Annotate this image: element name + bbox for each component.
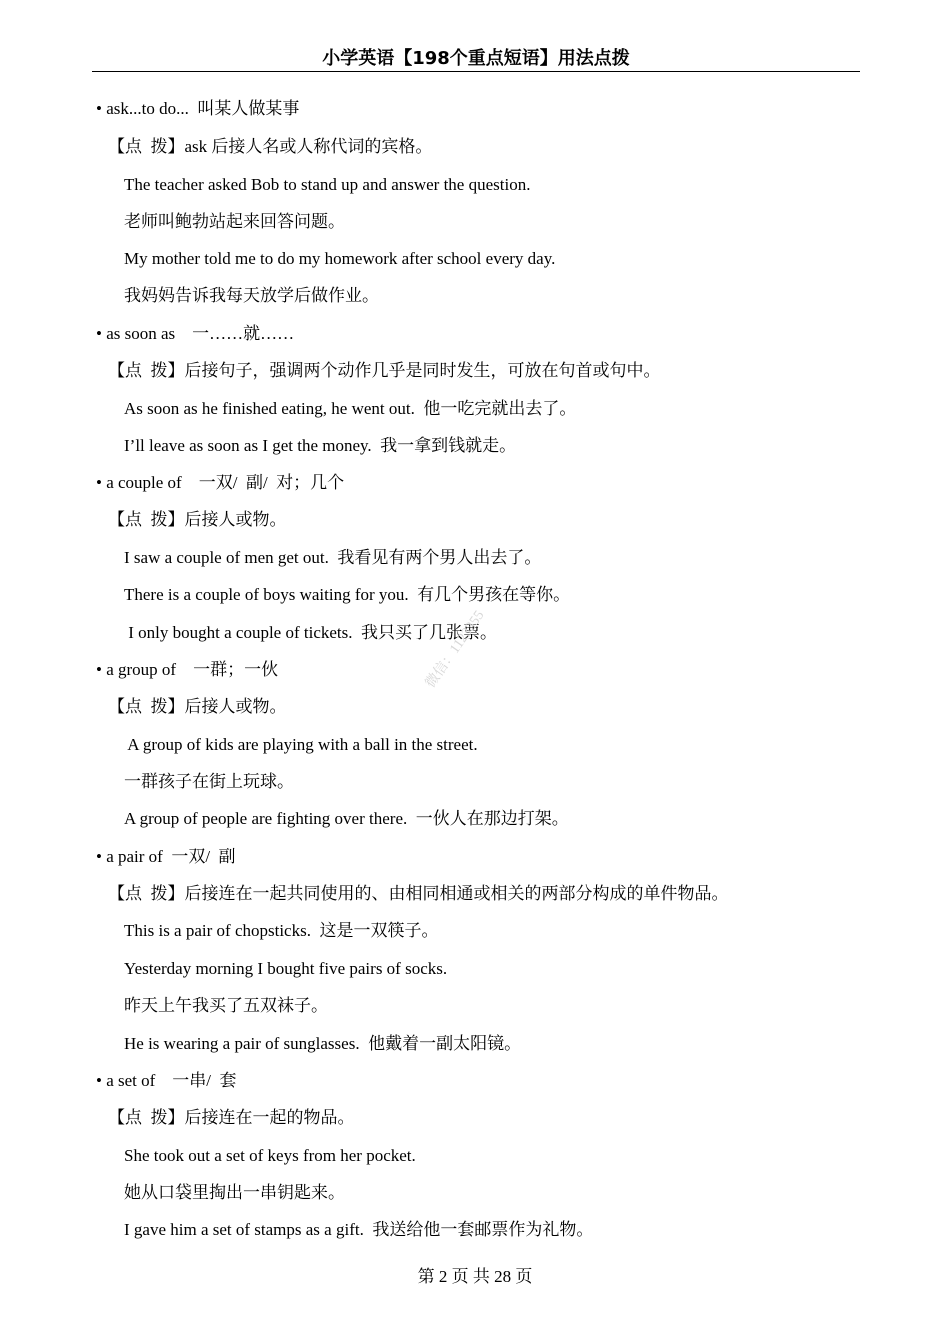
page-header-title: 小学英语【198个重点短语】用法点拨 [322,48,630,69]
usage-note: 【点 拨】ask 后接人名或人称代词的宾格。 [108,137,433,156]
example-zh: 一群孩子在街上玩球。 [124,772,294,791]
phrase-heading: • a couple of 一双/ 副/ 对；几个 [96,473,345,492]
phrase-heading: • a set of 一串/ 套 [96,1071,237,1090]
usage-note: 【点 拨】后接连在一起共同使用的、由相同相通或相关的两部分构成的单件物品。 [108,884,729,903]
example: I saw a couple of men get out. 我看见有两个男人出去了。 [124,548,542,567]
watermark: 微信：1123355 [423,608,488,691]
example: There is a couple of boys waiting for you. 有几个男孩在等你。 [124,585,571,604]
usage-note: 【点 拨】后接人或物。 [108,697,287,716]
example: This is a pair of chopsticks. 这是一双筷子。 [124,921,439,940]
example-en: A group of kids are playing with a ball in the street. [124,735,478,754]
phrase-heading: • ask...to do... 叫某人做某事 [96,99,300,118]
example: I’ll leave as soon as I get the money. 我一拿到钱就走。 [124,436,517,455]
phrase-heading: • a pair of 一双/ 副 [96,847,236,866]
example: As soon as he finished eating, he went out. 他一吃完就出去了。 [124,399,577,418]
example-zh: 老师叫鲍勃站起来回答问题。 [124,212,345,231]
example-en: Yesterday morning I bought five pairs of socks. [124,959,448,978]
phrase-heading: • as soon as 一……就…… [96,324,295,343]
usage-note: 【点 拨】后接人或物。 [108,510,287,529]
example: He is wearing a pair of sunglasses. 他戴着一副太阳镜。 [124,1034,522,1053]
phrase-heading: • a group of 一群；一伙 [96,660,279,679]
example-en: She took out a set of keys from her pocket. [124,1146,416,1165]
page-number: 第 2 页 共 28 页 [417,1267,533,1286]
example-en: My mother told me to do my homework after school every day. [124,249,556,268]
usage-note: 【点 拨】后接连在一起的物品。 [108,1108,355,1127]
example-en: The teacher asked Bob to stand up and answer the question. [124,175,531,194]
example-zh: 她从口袋里掏出一串钥匙来。 [124,1183,345,1202]
example-zh: 昨天上午我买了五双袜子。 [124,996,328,1015]
example: A group of people are fighting over there. 一伙人在那边打架。 [124,809,569,828]
example: I only bought a couple of tickets. 我只买了几张票。 [124,623,498,642]
header-rule [92,71,860,72]
example: I gave him a set of stamps as a gift. 我送给他一套邮票作为礼物。 [124,1220,594,1239]
usage-note: 【点 拨】后接句子，强调两个动作几乎是同时发生，可放在句首或句中。 [108,361,661,380]
example-zh: 我妈妈告诉我每天放学后做作业。 [124,286,379,305]
